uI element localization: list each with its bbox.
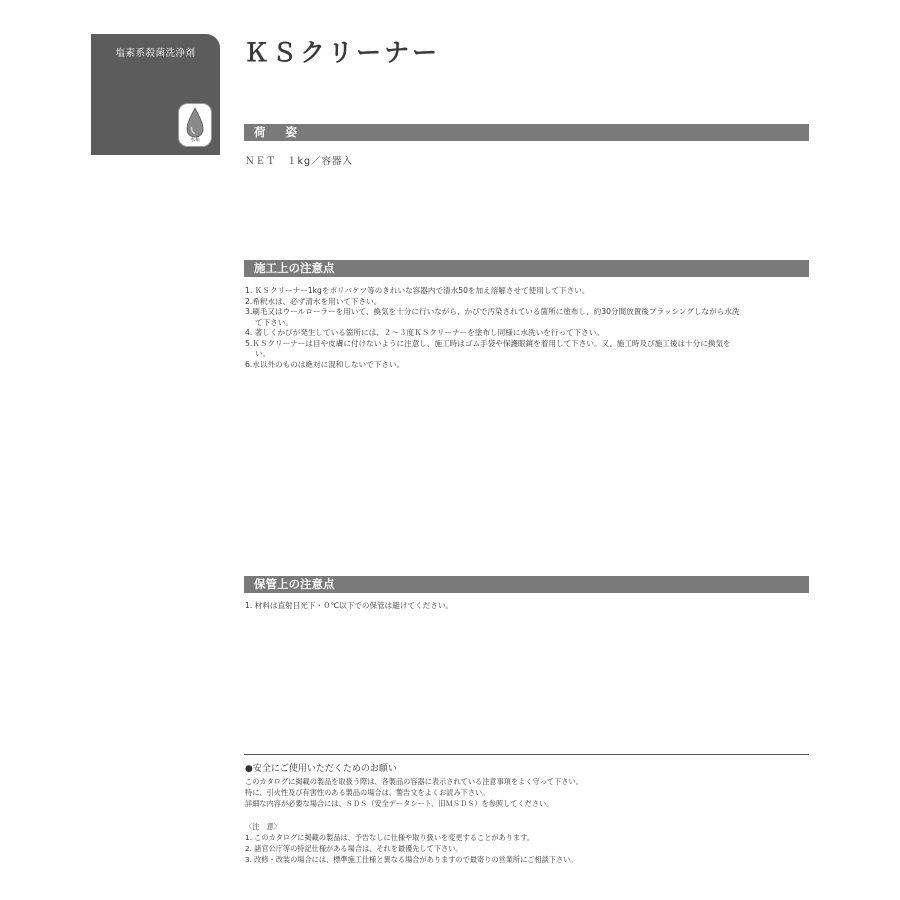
note-line: 2. 諸官公庁等の特記仕様がある場合は、それを最優先して下さい。 [245,844,463,853]
category-box [91,34,220,155]
notes-block [245,821,808,865]
safety-line: 詳細な内容が必要な場合には、ＳＤＳ（安全データシート、旧ＭＳＤＳ）を参照してください。 [245,799,554,808]
section-heading-storage: 保管上の注意点 [244,576,809,593]
list-item: 6.水以外のものは絶対に混和しないで下さい。 [245,359,405,369]
section-heading-application: 施工上の注意点 [244,260,809,277]
icon-caption: 水系 [189,137,200,143]
list-item: 4. 著しくかびが発生している箇所には、２～３度ＫＳクリーナーを塗布し同様に水洗いを行って下さい。 [245,328,604,337]
safety-title: ●安全にご使用いただくためのお願い [245,764,397,774]
section-heading-packaging: 荷姿 [244,124,809,141]
list-item: い。 [255,349,271,358]
safety-line: このカタログに掲載の製品を取扱う際は、各製品の容器に表示されている注意事項をよく守って下さい。 [245,777,583,786]
divider [244,754,809,755]
note-heading: 〈注 意〉 [245,822,281,831]
list-item: 5.ＫＳクリーナーは目や皮膚に付けないように注意し、施工時はゴム手袋や保護眼鏡を着用して下さい。又、施工時及び施工後は十分に換気を [245,338,731,348]
safety-lines [245,776,808,809]
list-item: 1. ＫＳクリーナー1kgをポリバケツ等のきれいな容器内で清水50を加え溶解させて使用して下さい。 [245,286,590,295]
note-line: 1. このカタログに掲載の製品は、予告なしに仕様や取り扱いを変更することがあります。 [245,833,534,842]
water-based-badge [178,103,212,147]
safety-line: 特に、引火性及び有害性のある製品の場合は、警告文をよくお読み下さい。 [245,788,490,797]
list-item: 3.刷毛又はウールローラーを用いて、換気を十分に行いながら、かびで汚染されている箇所に塗布し、約30分間放置後ブラッシングしながら水洗 [245,307,740,316]
storage-list [245,601,808,612]
list-item: 1. 材料は直射日光下・０℃以下での保管は避けてください。 [245,601,454,610]
application-list [245,286,808,370]
category-label: 塩素系殺菌洗浄剤 [115,48,196,59]
list-item: 2.希釈水は、必ず清水を用いて下さい。 [245,296,382,306]
product-title: ＫＳクリーナー [244,38,441,67]
packaging-text: ＮＥＴ １kg／容器入 [245,156,354,167]
note-line: 3. 改修・改装の場合には、標準施工仕様と異なる場合がありますので最寄りの営業所にご相談下さい。 [245,855,578,864]
list-item: て下さい。 [255,317,293,327]
